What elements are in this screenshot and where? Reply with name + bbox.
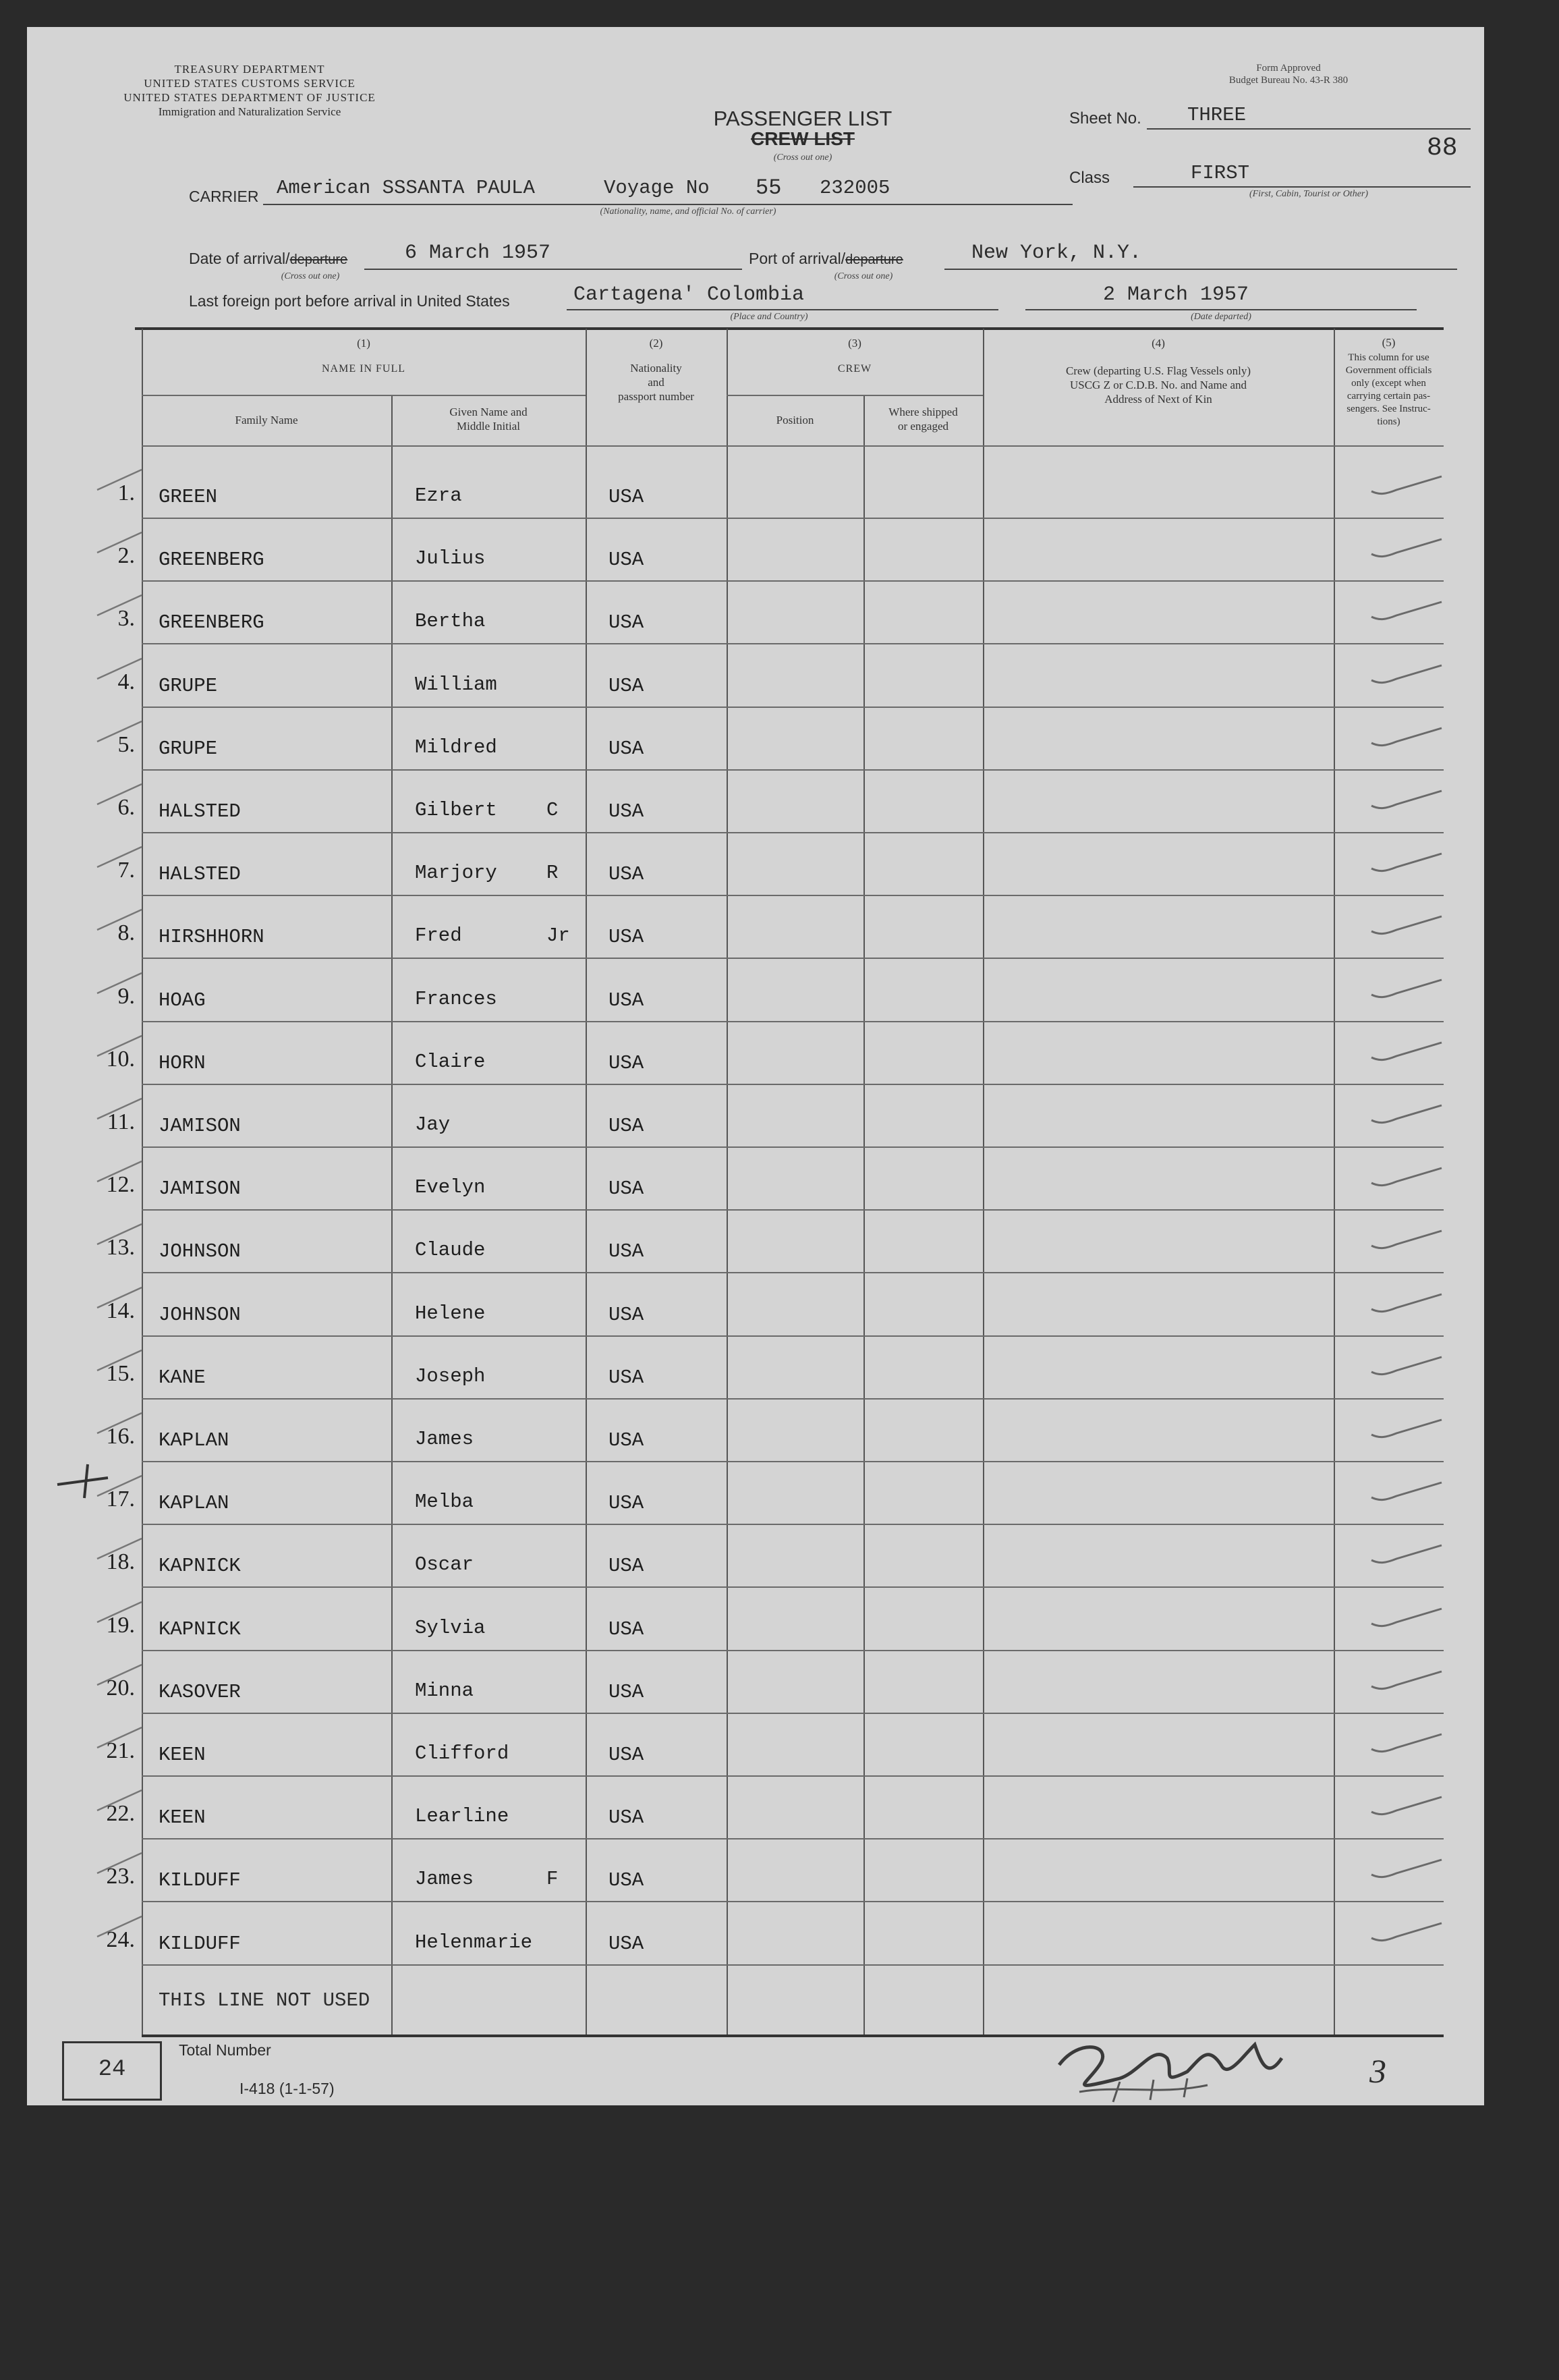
col-1-title: NAME IN FULL [322,363,405,375]
total-number-label: Total Number [179,2041,271,2059]
row-number: 19. [106,1612,135,1638]
given-name: Helene [415,1302,486,1325]
given-name: Clifford [415,1742,509,1765]
row-number: 7. [117,858,135,883]
col-5-line-4: carrying certain pas- [1347,391,1431,402]
row-tick-icon [94,780,148,807]
foreign-port-note: (Place and Country) [730,312,808,322]
sheet-label: Sheet No. [1069,109,1141,128]
check-mark-icon [1366,1164,1447,1191]
check-mark-icon [1366,724,1447,751]
departed-note: (Date departed) [1191,312,1251,322]
given-name: Joseph [415,1364,486,1387]
given-name: Jay [415,1113,451,1136]
middle-initial: C [546,799,559,821]
family-name: KEEN [159,1806,206,1829]
nationality: USA [608,1240,644,1263]
col-4-line-3: Address of Next of Kin [1104,393,1212,406]
given-name: Evelyn [415,1176,486,1199]
check-mark-icon [1366,1605,1447,1632]
row-number: 4. [117,669,135,694]
row-tick-icon [94,843,148,870]
row-rule [142,1650,1444,1651]
row-rule [142,895,1444,896]
row-number: 23. [106,1864,135,1889]
total-number-value: 24 [98,2057,126,2082]
col-3-number: (3) [848,337,861,350]
family-name: HORN [159,1051,206,1074]
check-mark-icon [1366,661,1447,688]
check-mark-icon [1366,1856,1447,1883]
nationality: USA [608,1617,644,1640]
nationality: USA [608,1932,644,1955]
row-rule [142,1461,1444,1462]
col-5-line-5: sengers. See Instruc- [1347,404,1431,414]
family-name: KAPLAN [159,1429,229,1451]
row-rule [142,707,1444,708]
sheet-value: THREE [1187,104,1247,126]
row-number: 14. [106,1298,135,1323]
check-mark-icon [1366,1793,1447,1820]
nationality: USA [608,1869,644,1892]
family-name: KILDUFF [159,1932,241,1955]
col-shipped-line-1: Where shipped [888,406,958,418]
nationality: USA [608,800,644,823]
family-name: HALSTED [159,863,241,886]
row-number: 13. [106,1235,135,1261]
row-tick-icon [94,591,148,618]
sub-header-rule-3 [727,395,983,396]
family-name: JOHNSON [159,1240,241,1263]
check-mark-icon [1366,850,1447,877]
row-tick-icon [94,969,148,996]
cross-mark-icon [54,1461,115,1501]
given-name: James [415,1428,474,1450]
row-tick-icon [94,1346,148,1373]
col-5-line-1: This column for use [1348,352,1429,363]
foreign-port-value: Cartagena' Colombia [573,283,805,306]
row-number: 16. [106,1424,135,1449]
col-shipped-header [863,405,983,433]
given-name: Minna [415,1679,474,1702]
given-name: William [415,673,497,696]
arrival-value: 6 March 1957 [405,242,551,265]
arrival-label-text: Date of arrival/ [189,250,290,267]
row-tick-icon [94,1095,148,1122]
given-name: Frances [415,987,497,1010]
check-mark-icon [1366,535,1447,562]
given-name: Julius [415,547,486,570]
family-name: JAMISON [159,1115,241,1137]
row-tick-icon [94,1786,148,1813]
nationality: USA [608,1178,644,1200]
family-name: GRUPE [159,737,218,760]
row-rule [142,1901,1444,1902]
row-tick-icon [94,1220,148,1247]
dept-line-immigration: Immigration and Naturalization Service [158,105,341,118]
family-name: HIRSHHORN [159,926,264,949]
row-rule [142,832,1444,833]
given-name: Learline [415,1805,509,1828]
port-label [749,250,903,268]
check-mark-icon [1366,1541,1447,1568]
port-value: New York, N.Y. [971,242,1142,265]
row-number: 1. [117,480,135,505]
nationality: USA [608,1555,644,1578]
check-mark-icon [1366,1667,1447,1694]
row-number: 24. [106,1927,135,1952]
check-mark-icon [1366,1290,1447,1317]
col-2-number: (2) [649,337,663,350]
form-approved [1160,62,1417,86]
nationality: USA [608,486,644,508]
col-position-header: Position [776,414,814,426]
col-2-3-divider [727,329,728,2036]
given-name: James [415,1868,474,1891]
check-mark-icon [1366,976,1447,1003]
given-name: Marjory [415,862,497,885]
form-approved-line: Form Approved [1256,63,1321,74]
given-name: Claire [415,1050,486,1073]
row-tick-icon [94,717,148,744]
family-name: HOAG [159,989,206,1012]
arrival-struck-text: departure [289,252,348,267]
form-code: I-418 (1-1-57) [239,2080,335,2097]
row-tick-icon [94,1157,148,1184]
col-5-header [1334,336,1444,428]
check-mark-icon [1366,787,1447,814]
family-name: GREENBERG [159,611,264,634]
arrival-label [189,250,347,268]
check-mark-icon [1366,1416,1447,1443]
middle-initial: F [546,1868,559,1891]
port-underline [944,269,1457,270]
given-name: Gilbert [415,799,497,821]
given-name: Mildred [415,736,497,758]
col-given-line-2: Middle Initial [457,420,520,433]
family-name: KASOVER [159,1680,241,1703]
col-4-number: (4) [1152,337,1165,350]
row-rule [142,958,1444,959]
class-value: FIRST [1191,162,1250,184]
col-given-header [391,405,586,433]
nationality: USA [608,1051,644,1074]
given-name: Ezra [415,485,462,507]
department-block [67,62,432,119]
nationality: USA [608,549,644,572]
given-name: Helenmarie [415,1931,533,1954]
carrier-label: CARRIER [189,188,259,205]
row-number: 12. [106,1172,135,1198]
family-name: KILDUFF [159,1869,241,1892]
family-name: GREEN [159,486,218,508]
check-mark-icon [1366,1227,1447,1254]
middle-initial: R [546,862,559,885]
dept-line-justice: UNITED STATES DEPARTMENT OF JUSTICE [123,91,376,104]
family-name: KAPNICK [159,1555,241,1578]
list-title: PASSENGER LIST [713,107,892,130]
row-number: 9. [117,983,135,1009]
row-rule [142,1524,1444,1525]
nationality: USA [608,926,644,949]
nationality: USA [608,1429,644,1451]
col-4-line-1: Crew (departing U.S. Flag Vessels only) [1065,364,1251,377]
row-tick-icon [94,1032,148,1059]
voyage-value: 55 [756,175,782,200]
class-note: (First, Cabin, Tourist or Other) [1249,189,1369,199]
col-5-line-3: only (except when [1351,378,1426,389]
row-number: 17. [106,1487,135,1512]
nationality: USA [608,1492,644,1515]
check-mark-icon [1366,1039,1447,1066]
row-number: 15. [106,1360,135,1386]
row-tick-icon [94,1283,148,1310]
nationality: USA [608,674,644,697]
col-3-4-divider [983,329,984,2036]
nationality: USA [608,611,644,634]
voyage-label: Voyage No [604,177,710,199]
voyage-code: 232005 [820,177,890,199]
family-name: JOHNSON [159,1303,241,1326]
check-mark-icon [1366,598,1447,625]
family-name: KAPLAN [159,1492,229,1515]
check-mark-icon [1366,1353,1447,1380]
family-name: KEEN [159,1744,206,1766]
row-number: 20. [106,1675,135,1700]
unused-line-note: THIS LINE NOT USED [159,1989,370,2012]
table-top-rule [135,327,1444,330]
given-name: Bertha [415,610,486,633]
departed-value: 2 March 1957 [1103,283,1249,306]
family-name: KAPNICK [159,1617,241,1640]
carrier-underline [263,204,1073,205]
col-1-number: (1) [357,337,370,350]
family-name: KANE [159,1366,206,1389]
port-struck-text: departure [845,252,903,267]
crew-list-struck [675,128,931,150]
check-mark-icon [1366,1478,1447,1505]
port-label-text: Port of arrival/ [749,250,846,267]
family-name: GREENBERG [159,549,264,572]
sub-header-rule-1 [142,395,586,396]
row-rule [142,1146,1444,1148]
nationality: USA [608,989,644,1012]
family-name: JAMISON [159,1178,241,1200]
col-2-line-3: passport number [618,390,694,403]
class-underline [1133,186,1471,188]
carrier-note: (Nationality, name, and official No. of carrier) [600,206,776,217]
nationality: USA [608,1680,644,1703]
family-name: HALSTED [159,800,241,823]
col-shipped-line-2: or engaged [897,420,949,433]
col-4-5-divider [1334,329,1335,2036]
port-note: (Cross out one) [834,271,893,281]
col-2-line-1: Nationality [630,362,682,375]
row-number: 10. [106,1046,135,1072]
nationality: USA [608,1303,644,1326]
row-number: 8. [117,920,135,946]
check-mark-icon [1366,1919,1447,1946]
row-tick-icon [94,655,148,682]
row-rule [142,1021,1444,1022]
col-position-shipped-divider [863,395,865,2036]
col-given-line-1: Given Name and [449,406,528,418]
departed-underline [1025,309,1417,310]
check-mark-icon [1366,1730,1447,1757]
row-rule [142,1335,1444,1337]
header-bottom-rule [142,445,1444,447]
sheet-underline [1147,128,1471,130]
col-family-given-divider [391,395,393,2036]
given-name: Claude [415,1239,486,1262]
check-mark-icon [1366,912,1447,939]
nationality: USA [608,1806,644,1829]
row-tick-icon [94,1849,148,1876]
arrival-underline [364,269,742,270]
given-name: Sylvia [415,1616,486,1639]
col-family-header: Family Name [235,414,298,426]
row-tick-icon [94,1912,148,1939]
row-rule [142,1209,1444,1211]
col-5-line-6: tions) [1377,416,1400,427]
col-1-2-divider [586,329,587,2036]
inspector-signature [1039,2018,1309,2105]
title-cross-out-note: (Cross out one) [773,153,832,163]
row-tick-icon [94,1409,148,1436]
total-number-box [62,2041,162,2101]
row-rule [142,1713,1444,1714]
crew-list-text: CREW LIST [751,128,855,149]
manifest-page [27,27,1484,2105]
dept-line-customs: UNITED STATES CUSTOMS SERVICE [144,77,356,90]
col-3-title: CREW [837,363,872,375]
check-mark-icon [1366,1101,1447,1128]
row-number: 11. [107,1109,135,1134]
row-number: 2. [117,543,135,569]
foreign-port-label: Last foreign port before arrival in United States [189,292,510,310]
col-4-header [983,336,1334,406]
col-2-line-2: and [648,376,664,389]
row-tick-icon [94,466,148,493]
col-5-line-2: Government officials [1345,365,1432,376]
corner-mark: 3 [1369,2052,1386,2090]
carrier-value: American SSSANTA PAULA [277,177,535,199]
row-tick-icon [94,1534,148,1561]
given-name: Fred [415,924,462,947]
row-tick-icon [94,528,148,555]
budget-bureau-line: Budget Bureau No. 43-R 380 [1228,75,1349,86]
nationality: USA [608,1744,644,1766]
row-rule [142,1084,1444,1085]
nationality: USA [608,863,644,886]
nationality: USA [608,1366,644,1389]
row-tick-icon [94,1723,148,1750]
class-label: Class [1069,169,1110,187]
given-name: Oscar [415,1553,474,1576]
col-2-header [586,336,727,404]
family-name: GRUPE [159,674,218,697]
page-number: 88 [1427,134,1458,163]
row-rule [142,1398,1444,1400]
foreign-port-underline [567,309,998,310]
check-mark-icon [1366,472,1447,499]
row-rule [142,769,1444,771]
row-rule [142,1272,1444,1273]
row-tick-icon [94,1598,148,1625]
given-name: Melba [415,1491,474,1514]
row-number: 5. [117,731,135,757]
arrival-note: (Cross out one) [281,271,340,281]
row-rule [142,643,1444,644]
middle-initial: Jr [546,924,570,947]
row-tick-icon [94,1661,148,1688]
row-number: 3. [117,606,135,632]
row-number: 22. [106,1801,135,1827]
row-rule [142,1838,1444,1839]
row-tick-icon [94,906,148,933]
row-number: 6. [117,795,135,820]
col-5-number: (5) [1382,336,1396,349]
row-rule [142,1586,1444,1588]
col-4-line-2: USCG Z or C.D.B. No. and Name and [1069,379,1247,391]
row-rule [142,518,1444,519]
nationality: USA [608,1115,644,1137]
row-rule [142,1775,1444,1777]
row-number: 18. [106,1549,135,1575]
dept-line-treasury: TREASURY DEPARTMENT [174,63,325,76]
row-number: 21. [106,1738,135,1763]
row-rule [142,1964,1444,1966]
row-rule [142,580,1444,582]
nationality: USA [608,737,644,760]
